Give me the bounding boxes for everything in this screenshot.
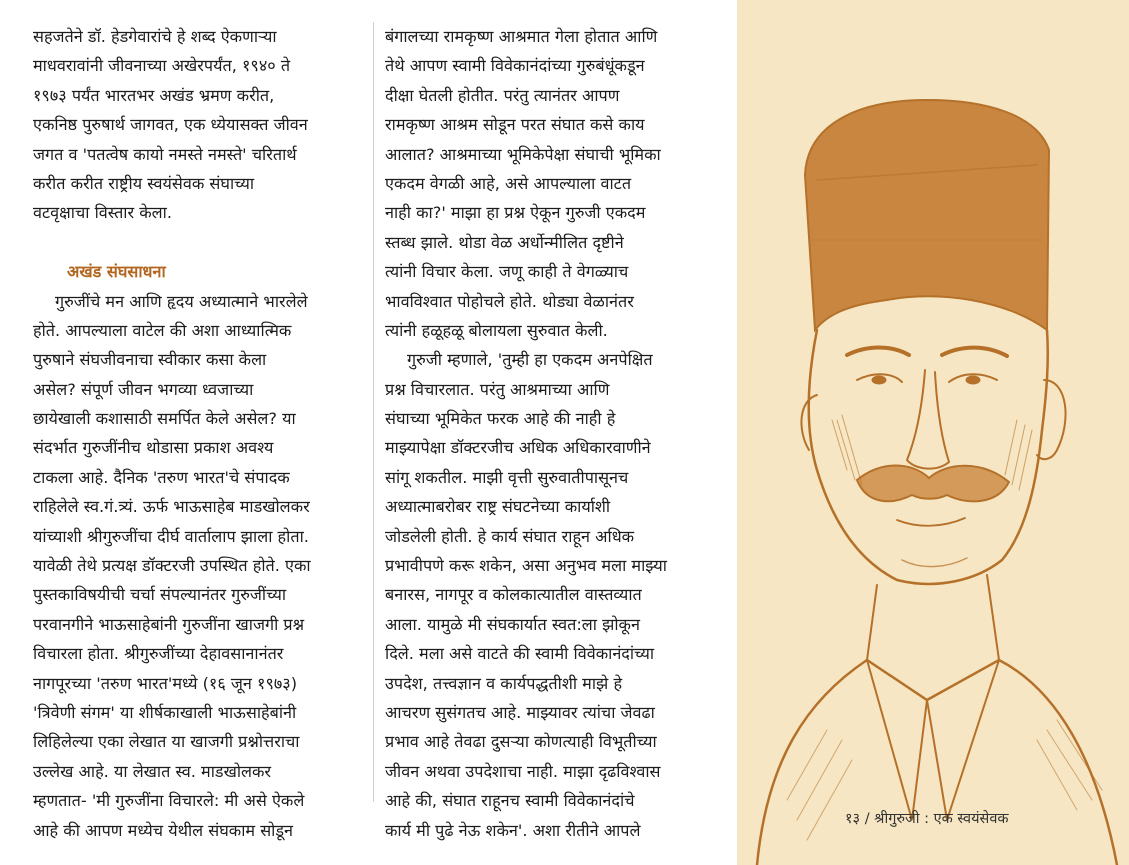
text-line: यावेळी तेथे प्रत्यक्ष डॉक्टरजी उपस्थित होते. एका: [33, 556, 311, 576]
column-divider: [373, 22, 374, 802]
text-line: तेथे आपण स्वामी विवेकानंदांच्या गुरुबंधूंकडून: [385, 56, 645, 76]
text-line: जगत व 'पतत्वेष कायो नमस्ते नमस्ते' चरितार्थ: [33, 144, 297, 164]
text-line: कार्य मी पुढे नेऊ शकेन'. अशा रीतीने आपले: [385, 820, 641, 840]
text-line: त्यांनी विचार केला. जणू काही ते वेगळ्याच: [385, 262, 629, 282]
text-line: म्हणतात- 'मी गुरुजींना विचारले: मी असे ऐकले: [33, 791, 305, 811]
text-line: करीत करीत राष्ट्रीय स्वयंसेवक संघाच्या: [33, 173, 255, 193]
text-line: सहजतेने डॉ. हेडगेवारांचे हे शब्द ऐकणाऱ्या: [33, 27, 277, 46]
text-line: अध्यात्माबरोबर राष्ट्र संघटनेच्या कार्याशी: [385, 497, 611, 517]
middle-text-column: [385, 22, 720, 845]
text-line: छायेखाली कशासाठी समर्पित केले असेल? या: [33, 409, 296, 429]
text-line: उपदेश, तत्त्वज्ञान व कार्यपद्धतीशी माझे हे: [385, 673, 623, 693]
text-line: संघाच्या भूमिकेत फरक आहे की नाही हे: [385, 409, 616, 429]
text-line: भावविश्वात पोहोचले होते. थोड्या वेळानंतर: [385, 291, 634, 311]
text-line: आचरण सुसंगतच आहे. माझ्यावर त्यांचा जेवढा: [385, 702, 655, 722]
text-line: माधवरावांनी जीवनाच्या अखेरपर्यंत, १९४० ते: [33, 56, 291, 76]
text-line: होते. आपल्याला वाटेल की अशा आध्यात्मिक: [33, 320, 292, 340]
text-line: प्रभावीपणे करू शकेन, असा अनुभव मला माझ्या: [385, 556, 667, 576]
section-subheading: अखंड संघसाधना: [67, 262, 166, 282]
text-line: बनारस, नागपूर व कोलकात्यातील वास्तव्यात: [385, 585, 642, 605]
text-line: एकनिष्ठ पुरुषार्थ जागवत, एक ध्येयासक्त जीवन: [33, 115, 308, 135]
text-line: प्रश्न विचारलात. परंतु आश्रमाच्या आणि: [385, 379, 610, 399]
text-line: दीक्षा घेतली होतीत. परंतु त्यानंतर आपण: [385, 85, 620, 105]
text-line: दिले. मला असे वाटते की स्वामी विवेकानंदांच्या: [385, 644, 655, 664]
text-line: आलात? आश्रमाच्या भूमिकेपेक्षा संघाची भूमिका: [385, 144, 661, 164]
text-line: टाकला आहे. दैनिक 'तरुण भारत'चे संपादक: [33, 467, 290, 487]
text-line: सांगू शकतील. माझी वृत्ती सुरुवातीपासूनच: [385, 467, 629, 487]
text-line: उल्लेख आहे. या लेखात स्व. माडखोलकर: [33, 761, 272, 781]
text-line: पुस्तकाविषयीची चर्चा संपल्यानंतर गुरुजींच्या: [33, 585, 287, 605]
text-line: विचारला होता. श्रीगुरुजींच्या देहावसानानंतर: [33, 644, 284, 664]
portrait-panel: [737, 0, 1129, 865]
text-line: असेल? संपूर्ण जीवन भगव्या ध्वजाच्या: [33, 379, 254, 399]
text-line: त्यांनी हळूहळू बोलायला सुरुवात केली.: [385, 320, 608, 340]
text-line: माझ्यापेक्षा डॉक्टरजीच अधिक अधिकारवाणीने: [385, 438, 651, 458]
text-line: यांच्याशी श्रीगुरुजींचा दीर्घ वार्तालाप झाला होता.: [33, 526, 309, 546]
text-line: आला. यामुळे मी संघकार्यात स्वत:ला झोकून: [385, 614, 640, 634]
text-line: जीवन अथवा उपदेशाचा नाही. माझा दृढविश्वास: [385, 761, 661, 781]
text-line: नाही का?' माझा हा प्रश्न ऐकून गुरुजी एकदम: [385, 203, 646, 223]
text-line: पुरुषाने संघजीवनाचा स्वीकार कसा केला: [33, 350, 267, 370]
text-line: एकदम वेगळी आहे, असे आपल्याला वाटत: [385, 173, 632, 193]
text-line: परवानगीने भाऊसाहेबांनी गुरुजींना खाजगी प्रश्न: [33, 614, 305, 634]
text-line: बंगालच्या रामकृष्ण आश्रमात गेला होतात आणि: [385, 27, 658, 46]
text-line: १९७३ पर्यंत भारतभर अखंड भ्रमण करीत,: [33, 85, 275, 105]
text-line: लिहिलेल्या एका लेखात या खाजगी प्रश्नोत्तराचा: [33, 732, 300, 752]
text-line: प्रभाव आहे तेवढा दुसऱ्या कोणत्याही विभूतीच्या: [385, 732, 657, 752]
portrait-sketch-icon: [737, 0, 1129, 865]
text-line: रामकृष्ण आश्रम सोडून परत संघात कसे काय: [385, 115, 645, 135]
text-line: नागपूरच्या 'तरुण भारत'मध्ये (१६ जून १९७३): [33, 673, 298, 693]
text-line: आहे की, संघात राहूनच स्वामी विवेकानंदांचे: [385, 791, 635, 811]
text-line: 'त्रिवेणी संगम' या शीर्षकाखाली भाऊसाहेबांनी: [33, 702, 297, 722]
text-line: जोडलेली होती. हे कार्य संघात राहून अधिक: [385, 526, 635, 546]
text-line: संदर्भात गुरुजींनीच थोडासा प्रकाश अवश्य: [33, 438, 274, 458]
paragraph-gap: [33, 228, 363, 257]
text-line: स्तब्ध झाले. थोडा वेळ अर्धोन्मीलित दृष्टीने: [385, 232, 624, 252]
page-footer: १३ / श्रीगुरुजी : एक स्वयंसेवक: [845, 811, 1009, 827]
text-line: गुरुजी म्हणाले, 'तुम्ही हा एकदम अनपेक्षित: [407, 350, 653, 370]
text-line: गुरुजींचे मन आणि हृदय अध्यात्माने भारलेले: [55, 291, 308, 311]
text-line: वटवृक्षाचा विस्तार केला.: [33, 203, 172, 223]
text-line: आहे की आपण मध्येच येथील संघकाम सोडून: [33, 820, 294, 840]
text-line: राहिलेले स्व.गं.त्र्यं. ऊर्फ भाऊसाहेब माडखोलकर: [33, 497, 310, 517]
left-text-column: [33, 22, 363, 845]
